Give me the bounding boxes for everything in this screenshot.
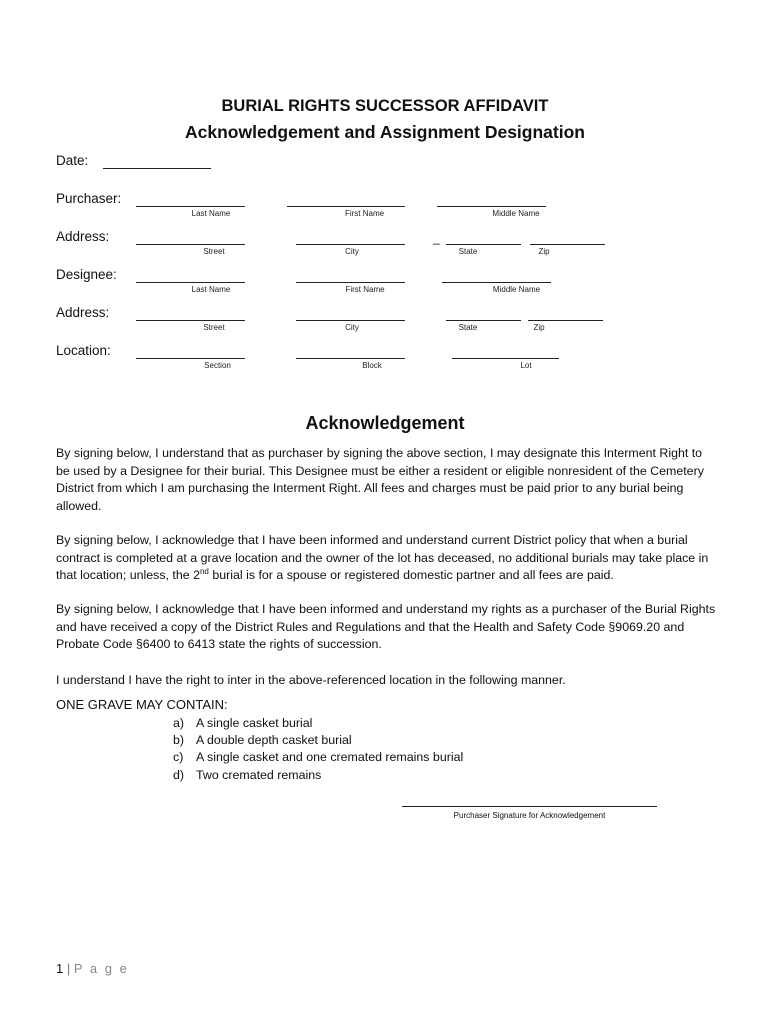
designee-state-field[interactable]: [446, 320, 521, 321]
acknowledgement-paragraph-4: I understand I have the right to inter in the above-referenced location in the following manner.: [56, 673, 566, 687]
page-separator: |: [66, 961, 71, 976]
acknowledgement-paragraph-1: By signing below, I understand that as purchaser by signing the above section, I may designate this Interment Right to be used by a Designee for their burial. This Designee must be either a resident or eligible nonresident of the Cemetery District from which I am purchasing the Interment Right. All fees and charges must be paid prior to any burial being allowed.: [56, 446, 704, 513]
purchaser-city-field[interactable]: [296, 244, 405, 245]
purchaser-middle-name-field[interactable]: [437, 206, 546, 207]
purchaser-first-name-field[interactable]: [287, 206, 405, 207]
option-letter-c: c): [173, 750, 184, 764]
purchaser-label: Purchaser:: [56, 191, 122, 206]
lot-field[interactable]: [452, 358, 559, 359]
option-text-a: A single casket burial: [196, 716, 313, 730]
designee-street-field[interactable]: [136, 320, 245, 321]
caption-middle-name: Middle Name: [492, 209, 540, 218]
designee-last-name-field[interactable]: [136, 282, 245, 283]
paragraph-2-text-end: burial is for a spouse or registered domestic partner and all fees are paid.: [208, 568, 614, 582]
caption-city: City: [345, 247, 359, 256]
option-text-b: A double depth casket burial: [196, 733, 352, 747]
caption-city: City: [345, 323, 359, 332]
purchaser-street-field[interactable]: [136, 244, 245, 245]
stray-underscore: _: [433, 231, 440, 245]
document-title: BURIAL RIGHTS SUCCESSOR AFFIDAVIT: [221, 97, 549, 115]
purchaser-zip-field[interactable]: [530, 244, 605, 245]
caption-state: State: [458, 323, 478, 332]
acknowledgement-heading: Acknowledgement: [305, 413, 465, 433]
option-letter-b: b): [173, 733, 185, 747]
date-field[interactable]: [103, 168, 211, 169]
designee-middle-name-field[interactable]: [442, 282, 551, 283]
purchaser-signature-field[interactable]: [402, 806, 657, 807]
page-word: P a g e: [73, 961, 129, 976]
section-field[interactable]: [136, 358, 245, 359]
purchaser-address-label: Address:: [56, 229, 110, 244]
grave-contents-label: ONE GRAVE MAY CONTAIN:: [56, 697, 228, 712]
designee-label: Designee:: [56, 267, 117, 282]
caption-last-name: Last Name: [191, 285, 231, 294]
designee-city-field[interactable]: [296, 320, 405, 321]
block-field[interactable]: [296, 358, 405, 359]
caption-block: Block: [362, 361, 382, 370]
caption-state: State: [458, 247, 478, 256]
option-letter-a: a): [173, 716, 185, 730]
caption-zip: Zip: [538, 247, 550, 256]
option-text-c: A single casket and one cremated remains burial: [196, 750, 464, 764]
caption-section: Section: [204, 361, 231, 370]
caption-zip: Zip: [533, 323, 545, 332]
caption-last-name: Last Name: [191, 209, 231, 218]
caption-first-name: First Name: [344, 209, 385, 218]
designee-address-label: Address:: [56, 305, 110, 320]
caption-middle-name: Middle Name: [492, 285, 541, 294]
designee-zip-field[interactable]: [528, 320, 603, 321]
acknowledgement-paragraph-2: [56, 532, 716, 585]
caption-street: Street: [203, 323, 225, 332]
caption-first-name: First Name: [345, 285, 385, 294]
designee-first-name-field[interactable]: [296, 282, 405, 283]
ordinal-superscript: nd: [199, 566, 209, 576]
purchaser-state-field[interactable]: [446, 244, 521, 245]
date-label: Date:: [56, 153, 89, 168]
option-letter-d: d): [173, 768, 185, 782]
caption-lot: Lot: [520, 361, 532, 370]
page-number: 1: [56, 961, 64, 976]
acknowledgement-paragraph-3: By signing below, I acknowledge that I have been informed and understand my rights as a purchaser of the Burial Rights and have received a copy of the District Rules and Regulations and that the Health and Safety Code §9069.20 and Probate Code §6400 to 6413 state the rights of succession.: [56, 602, 716, 651]
location-label: Location:: [56, 343, 111, 358]
document-subtitle: Acknowledgement and Assignment Designation: [185, 122, 585, 142]
page-footer: [56, 961, 129, 976]
purchaser-last-name-field[interactable]: [136, 206, 245, 207]
option-text-d: Two cremated remains: [196, 768, 322, 782]
paragraph-2-text-start: By signing below, I acknowledge that I have been informed and understand current District policy that when a burial contract is completed at a grave location and the owner of the lot has deceased, no additional burials may take place in that location; unless, the 2: [56, 533, 709, 582]
signature-caption: Purchaser Signature for Acknowledgement: [453, 811, 606, 820]
caption-street: Street: [203, 247, 225, 256]
